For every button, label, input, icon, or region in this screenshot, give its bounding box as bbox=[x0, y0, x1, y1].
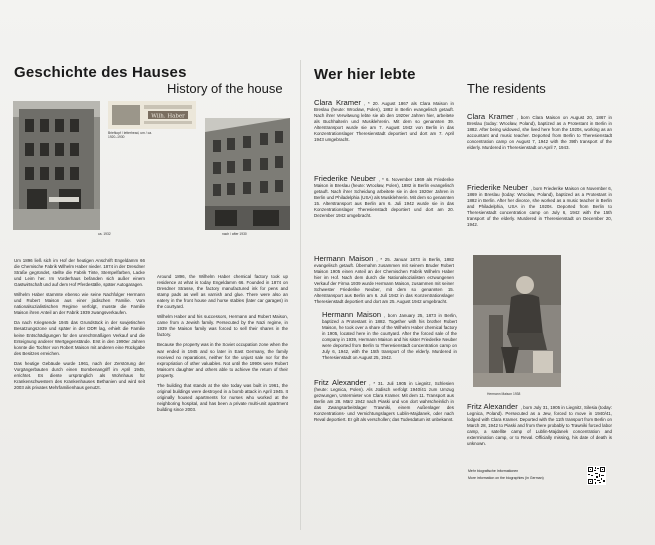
letterhead-image bbox=[108, 101, 196, 129]
bio-hermann-maison-de bbox=[314, 256, 454, 305]
bio-clara-kramer-de bbox=[314, 100, 454, 143]
bio-friederike-neuber-de bbox=[314, 176, 454, 219]
column-divider bbox=[300, 60, 301, 530]
bio-fritz-alexander-en bbox=[467, 404, 612, 447]
caption-letterhead: Briefkopf / letterhead, um / ca. 1920–1930 bbox=[108, 131, 152, 139]
historic-building-photo-1930 bbox=[205, 118, 290, 230]
resident-bio-text: , born January 25, 1873 in Berlin, baptized a Protestant in 1882. Together with his brother Robert Maison, he took over a share of the Wilhelm Haber chemical factory in 1905, located here in the courtyard. After the forced sale of the company in 1939, Hermann Maison and his sister Friederike Neuber were deported from Berlin to Theresienstadt concentration camp on July 6, 1942, with the 15th transport of the elderly. Murdered in Theresienstadt on August 25, 1942. bbox=[322, 313, 457, 361]
history-text-de bbox=[14, 258, 145, 395]
footer-more-info-en: More information on the biographies (in German) bbox=[468, 476, 544, 480]
resident-bio-text: , * 31. Juli 1905 in Liegnitz, Schlesien (heute: Legnica, Polen). Als Jüdisch verfolgt 1940/41 zum Umzug gezwungen, Untermieter von Clara Kramer. Mit dem 11. Transport aus Berlin am 28. März 1942 nach Piaski und von dort wahrscheinlich in das Zwangsarbeitslager Trawniki, einem Außenlager des Konzentrations- und Vernichtungslagers Lublin-Majdanek, oder nach Reval deportiert. Er gilt als verschollen; das Todesdatum ist unbekannt. bbox=[314, 381, 454, 423]
resident-bio-text: , born Friederike Maison on November 6, 1869 in Breslau (today: Wrocław, Poland), baptized as a Protestant in 1882 in Berlin. After her divorce, she worked as a music teacher in Berlin and Philadelphia, USA in the 1920s. Deported from Berlin to Theresienstadt concentration camp on July 6, 1942 with the 15th transport of the elderly. Murdered in Theresienstadt on December 20, 1942. bbox=[467, 186, 612, 228]
residents-heading-en: The residents bbox=[467, 81, 546, 96]
resident-name: Friederike Neuber bbox=[314, 174, 376, 183]
residents-heading-de: Wer hier lebte bbox=[314, 66, 416, 83]
history-text-en bbox=[157, 274, 288, 417]
hermann-maison-portrait bbox=[473, 255, 561, 387]
history-en-paragraph: Around 1896, the Wilhelm Haber chemical factory took up residence at what is today Engeldamm 66. Founded in 1874 on Dresdner Strasse, the factory manufactured ink for pens and stamp pads as well as varnish and glue. There were also an eatery in the front house and horse stables (later car garages) in the courtyard. bbox=[157, 274, 288, 310]
caption-photo-1: ca. 1932 bbox=[98, 232, 111, 236]
history-en-paragraph: Because the property was in the Soviet occupation zone when the war ended in 1945 and so later in East Germany, the family received no reparations, neither for the unjust sale nor for the expropriation of other valuables. Not until the 1990s were Robert Maison's daughter and others able to achieve the return of their property. bbox=[157, 342, 288, 378]
qr-code[interactable] bbox=[587, 466, 606, 485]
history-heading-en: History of the house bbox=[167, 81, 283, 96]
history-en-paragraph: Wilhelm Haber and his successors, Hermann and Robert Maison, came from a Jewish family. Persecuted by the Nazi regime, in 1939 the Maison family was forced to sell their shares in the factory. bbox=[157, 314, 288, 338]
portrait-caption: Hermann Maison 1938 bbox=[487, 392, 521, 396]
resident-bio-text: , born Clara Maison on August 20, 1867 in Breslau (today: Wrocław, Poland), baptized as a Protestant in Berlin in 1882. After being widowed, she lived here from the 1920s, working as an accountant and music teacher. Deported from Berlin to Theresienstadt concentration camp on August 7, 1942 with the 39th transport of the elderly. Murdered in Theresienstadt on April 7, 1943. bbox=[467, 115, 612, 151]
history-de-paragraph: Da nach Kriegsende 1945 das Grundstück in der sowjetischen Besatzungszone und später in der DDR lag, erhielt die Familie keine Entschädigungen für den unrechtmäßigen Verkauf und die Enteignung anderer Wertgegenstände. Erst in den 1990er Jahren konnte die Tochter von Robert Maison mit anderen eine Rückgabe des Besitzes erreichen. bbox=[14, 320, 145, 356]
resident-bio-text: , born July 31, 1905 in Liegnitz, Silesia (today: Legnica, Poland). Persecuted as a Jew, forced to move in 1940/41, lodged with Clara Kramer. Deported with the 11th transport from Berlin on March 28, 1942 to Piaski and from there probably to Trawniki forced labor camp, a satellite camp of Lublin-Majdanek concentration and extermination camp, or to Reval. Officially missing, his date of death is unknown. bbox=[467, 405, 613, 447]
history-de-paragraph: Das heutige Gebäude wurde 1961, nach der Zerstörung der Vorgängerbauten durch einen Bombenangriff im April 1945, errichtet. Es diente ursprünglich als Wohnhaus für Krankenschwestern des Krankenhauses Bethanien und wird seit 2003 als privates Mehrfamilienhaus genutzt. bbox=[14, 360, 145, 390]
caption-photo-3: nach / after 1930 bbox=[222, 232, 247, 236]
resident-name: Fritz Alexander bbox=[314, 378, 367, 387]
bio-fritz-alexander-de bbox=[314, 380, 454, 423]
history-heading-de: Geschichte des Hauses bbox=[14, 64, 187, 81]
resident-name: Hermann Maison bbox=[322, 310, 382, 319]
footer-more-info-de: Mehr biografische Informationen bbox=[468, 469, 519, 473]
historic-building-photo-1932 bbox=[13, 101, 100, 230]
history-de-paragraph: Wilhelm Haber stammte ebenso wie seine Nachfolger Hermann und Robert Maison aus einer jüdischen Familie. Vom nationalsozialistischen Regime verfolgt, musste die Familie Maison ihren Anteil an der Fabrik 1939 zwangsverkaufen. bbox=[14, 292, 145, 316]
resident-name: Clara Kramer bbox=[314, 98, 361, 107]
resident-name: Clara Kramer bbox=[467, 112, 514, 121]
resident-bio-text: , * 6. November 1869 als Friederike Maison in Breslau (heute: Wrocław, Polen), 1882 in Berlin evangelisch getauft. Nach ihrer Scheidung arbeitete sie in den 1920er Jahren in Berlin und Philadelphia (USA) als Musiklehrerin. Mit dem so genannten 15. Alterstransport aus Berlin am 6. Juli 1942 wurde sie in das Konzentrationslager Theresienstadt deportiert und dort am 20. Dezember 1942 umgebracht. bbox=[314, 177, 454, 219]
resident-bio-text: , * 20. August 1867 als Clara Maison in Breslau (heute: Wrocław, Polen), 1882 in Berlin evangelisch getauft. Nach ihrer Verwitwung lebte sie ab den 1920er Jahren hier, arbeitete als Buchhalterin und Musiklehrerin. Mit dem so genannten 39. Alterstransport wurde sie am 7. August 1942 von Berlin in das Konzentrationslager Theresienstadt deportiert und dort am 7. April 1943 umgebracht. bbox=[314, 101, 454, 143]
bio-clara-kramer-en bbox=[467, 114, 612, 151]
history-en-paragraph: The building that stands at the site today was built in 1961, the original buildings were destroyed in a bomb attack in April 1945. It originally housed apartments for nurses who worked at the neighboring hospital, and has been a private multi-unit apartment building since 2003. bbox=[157, 382, 288, 412]
resident-name: Hermann Maison bbox=[314, 254, 374, 263]
bio-hermann-maison-en bbox=[322, 312, 457, 361]
history-de-paragraph: Um 1896 ließ sich im Hof der heutigen Anschrift Engeldamm 66 die Chemische Fabrik Wilhelm Haber nieder. 1874 in der Dresdner Straße gegründet, stellte die Fabrik Tinte, Stempelfarben, Lacke und Leim her. Im Vorderhaus befanden sich außer einem Gastwirtschaft und auf dem Hof Pferdeställe, später Autogaragen. bbox=[14, 258, 145, 288]
letterhead-text: Wilh. Haber bbox=[151, 113, 185, 120]
bio-friederike-neuber-en bbox=[467, 185, 612, 228]
resident-name: Fritz Alexander bbox=[467, 402, 518, 411]
resident-bio-text: , * 25. Januar 1873 in Berlin, 1882 evangelisch getauft. Übernahm zusammen mit seinem Bruder Robert Maison 1905 einen Anteil an der Chemischen Fabrik Wilhelm Haber hier im Hof. Nach dem durch die Nationalsozialisten erzwungenen Verkauf der Firma 1939 wurde Hermann Maison, zusammen mit seiner Schwester Friederike Neuber, mit dem so genannten 15. Alterstransport aus Berlin am 6. Juli 1942 in das Konzentrationslager Theresienstadt deportiert und dort am 25. August 1942 umgebracht. bbox=[314, 257, 455, 305]
resident-name: Friederike Neuber bbox=[467, 183, 528, 192]
